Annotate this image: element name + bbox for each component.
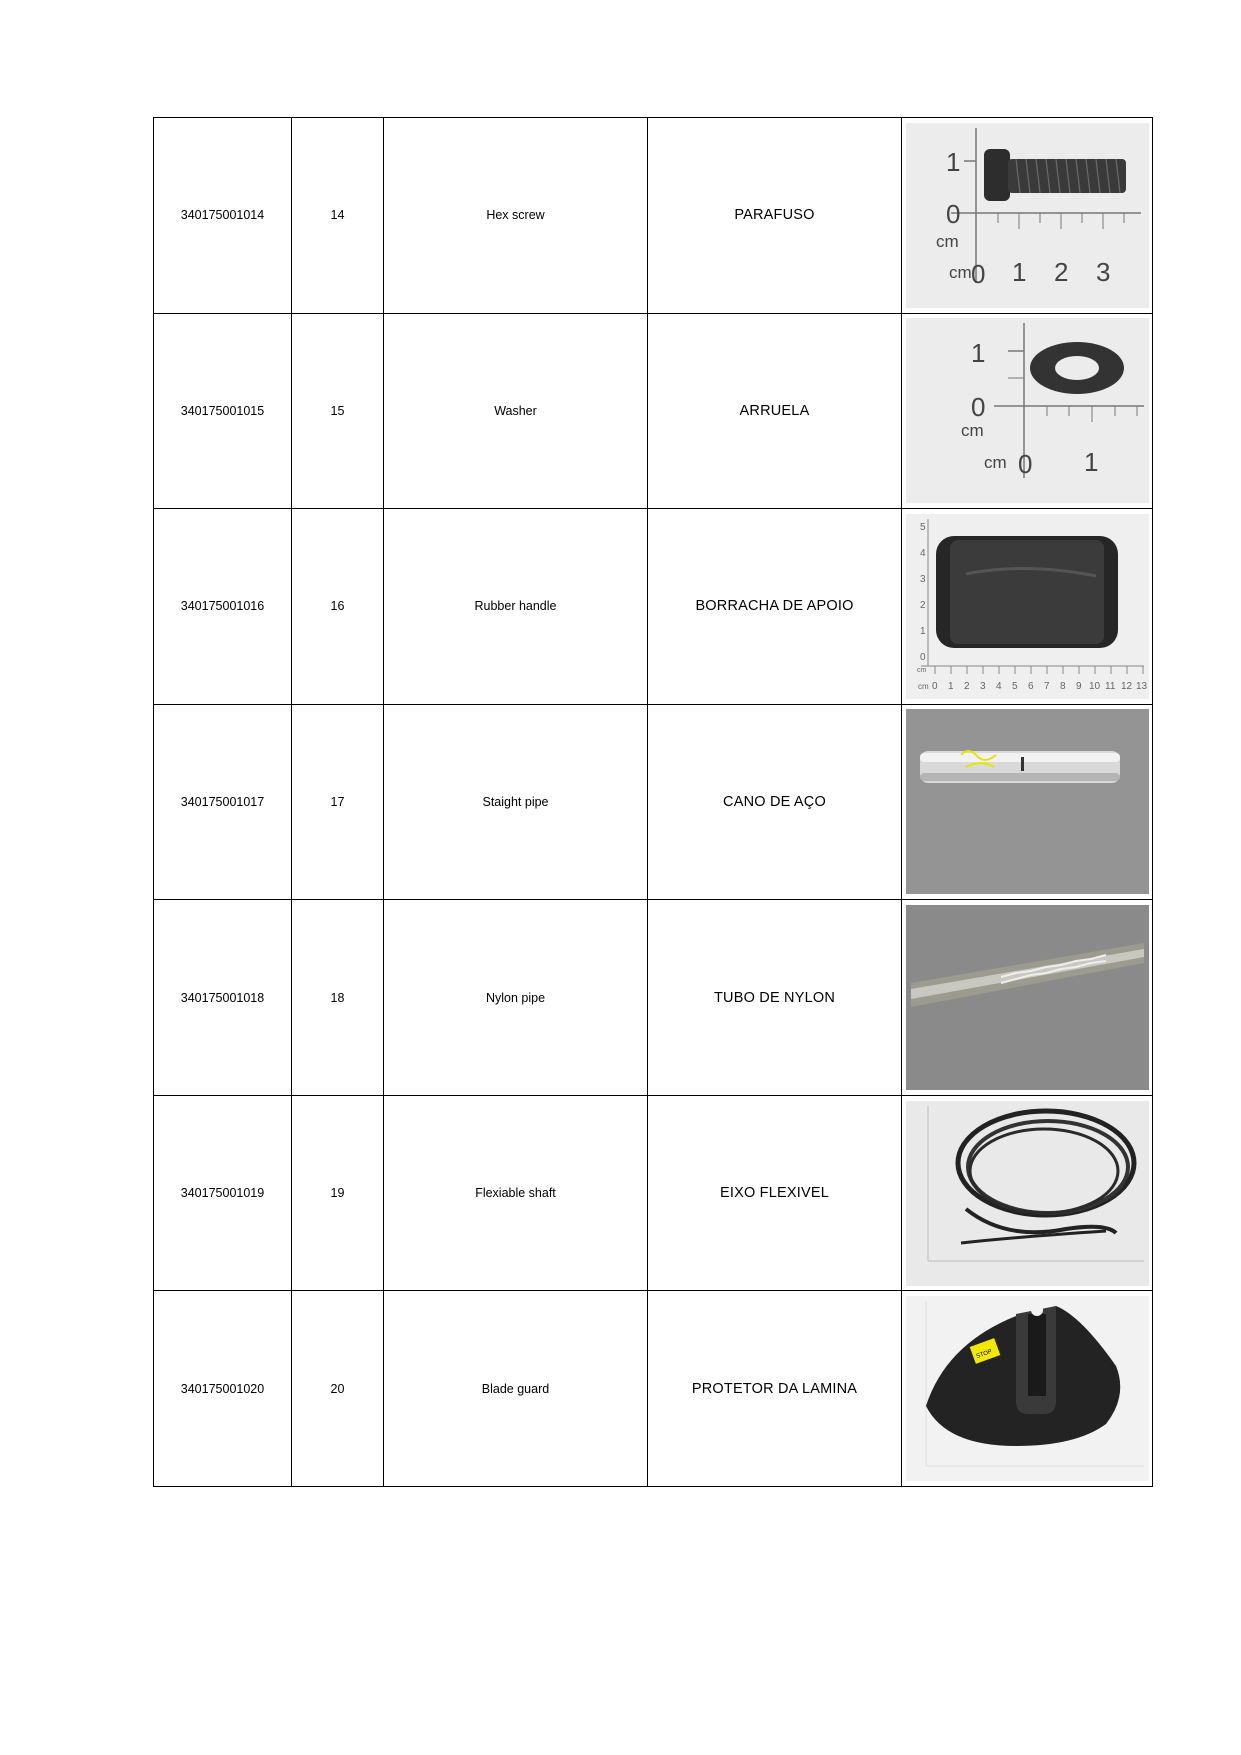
scale-x-tick: 6 bbox=[1027, 680, 1034, 692]
table-row bbox=[154, 313, 1153, 509]
item-number: 15 bbox=[292, 313, 384, 509]
scale-x-tick: 2 bbox=[1053, 256, 1068, 287]
description-pt: PARAFUSO bbox=[648, 118, 902, 314]
description-en: Rubber handle bbox=[384, 509, 648, 705]
table-row bbox=[154, 509, 1153, 705]
scale-x-tick: 2 bbox=[963, 680, 970, 692]
part-code: 340175001015 bbox=[154, 313, 292, 509]
scale-x-tick: 0 bbox=[1017, 449, 1032, 480]
table-row bbox=[154, 1095, 1153, 1291]
scale-x-tick: 5 bbox=[1011, 680, 1018, 692]
part-photo-cell bbox=[902, 313, 1153, 509]
description-pt: ARRUELA bbox=[648, 313, 902, 509]
scale-x-tick: 11 bbox=[1104, 680, 1115, 692]
scale-x-tick: 0 bbox=[970, 258, 985, 289]
item-number: 16 bbox=[292, 509, 384, 705]
scale-unit: cm bbox=[960, 421, 984, 441]
scale-x-tick: 1 bbox=[1011, 256, 1026, 287]
table-row bbox=[154, 1291, 1153, 1487]
description-en: Hex screw bbox=[384, 118, 648, 314]
scale-x-tick: 13 bbox=[1135, 680, 1147, 692]
straight-pipe-photo bbox=[906, 709, 1149, 894]
scale-x-tick: 4 bbox=[995, 680, 1002, 692]
item-number: 20 bbox=[292, 1291, 384, 1487]
scale-y-tick: 0 bbox=[945, 198, 960, 229]
scale-unit: cm bbox=[917, 681, 929, 691]
scale-unit: cm bbox=[916, 666, 926, 674]
scale-x-tick: 8 bbox=[1059, 680, 1066, 692]
scale-x-tick: 9 bbox=[1075, 680, 1082, 692]
part-photo-cell bbox=[902, 118, 1153, 314]
part-photo-cell bbox=[902, 704, 1153, 900]
scale-x-tick: 12 bbox=[1120, 680, 1132, 692]
description-pt: EIXO FLEXIVEL bbox=[648, 1095, 902, 1291]
part-code: 340175001020 bbox=[154, 1291, 292, 1487]
part-photo-cell bbox=[902, 1095, 1153, 1291]
scale-y-tick: 3 bbox=[919, 573, 926, 585]
table-row bbox=[154, 704, 1153, 900]
scale-x-tick: 3 bbox=[979, 680, 986, 692]
part-code: 340175001014 bbox=[154, 118, 292, 314]
scale-x-tick: 0 bbox=[931, 680, 938, 692]
part-code: 340175001017 bbox=[154, 704, 292, 900]
description-pt: CANO DE AÇO bbox=[648, 704, 902, 900]
washer-photo bbox=[906, 318, 1149, 503]
table-row bbox=[154, 118, 1153, 314]
scale-unit: cm bbox=[948, 262, 972, 282]
part-photo-cell bbox=[902, 900, 1153, 1096]
description-pt: TUBO DE NYLON bbox=[648, 900, 902, 1096]
description-en: Nylon pipe bbox=[384, 900, 648, 1096]
scale-y-tick: 1 bbox=[919, 625, 926, 637]
hex-screw-photo bbox=[906, 123, 1149, 308]
scale-y-tick: 0 bbox=[970, 392, 985, 423]
parts-table bbox=[153, 117, 1153, 1487]
guard-label-text: STOP bbox=[975, 1349, 993, 1361]
description-en: Blade guard bbox=[384, 1291, 648, 1487]
scale-y-tick: 2 bbox=[919, 599, 926, 611]
description-en: Flexiable shaft bbox=[384, 1095, 648, 1291]
part-photo-cell bbox=[902, 1291, 1153, 1487]
part-code: 340175001016 bbox=[154, 509, 292, 705]
description-en: Staight pipe bbox=[384, 704, 648, 900]
scale-y-tick: 1 bbox=[945, 146, 960, 177]
scale-x-tick: 7 bbox=[1043, 680, 1050, 692]
description-en: Washer bbox=[384, 313, 648, 509]
part-photo-cell bbox=[902, 509, 1153, 705]
part-code: 340175001018 bbox=[154, 900, 292, 1096]
item-number: 17 bbox=[292, 704, 384, 900]
blade-guard-photo bbox=[906, 1296, 1149, 1481]
scale-y-tick: 1 bbox=[970, 338, 985, 369]
scale-x-tick: 1 bbox=[947, 680, 954, 692]
nylon-pipe-photo bbox=[906, 905, 1149, 1090]
item-number: 18 bbox=[292, 900, 384, 1096]
table-row bbox=[154, 900, 1153, 1096]
scale-y-tick: 4 bbox=[919, 547, 926, 559]
scale-unit: cm bbox=[983, 453, 1007, 473]
rubber-handle-photo bbox=[906, 514, 1149, 699]
description-pt: PROTETOR DA LAMINA bbox=[648, 1291, 902, 1487]
scale-unit: cm bbox=[935, 231, 959, 251]
part-code: 340175001019 bbox=[154, 1095, 292, 1291]
flexible-shaft-photo bbox=[906, 1101, 1149, 1286]
scale-x-tick: 1 bbox=[1083, 447, 1098, 478]
description-pt: BORRACHA DE APOIO bbox=[648, 509, 902, 705]
scale-y-tick: 0 bbox=[919, 651, 926, 663]
scale-x-tick: 3 bbox=[1095, 256, 1110, 287]
item-number: 14 bbox=[292, 118, 384, 314]
scale-y-tick: 5 bbox=[919, 521, 926, 533]
scale-x-tick: 10 bbox=[1088, 680, 1100, 692]
item-number: 19 bbox=[292, 1095, 384, 1291]
